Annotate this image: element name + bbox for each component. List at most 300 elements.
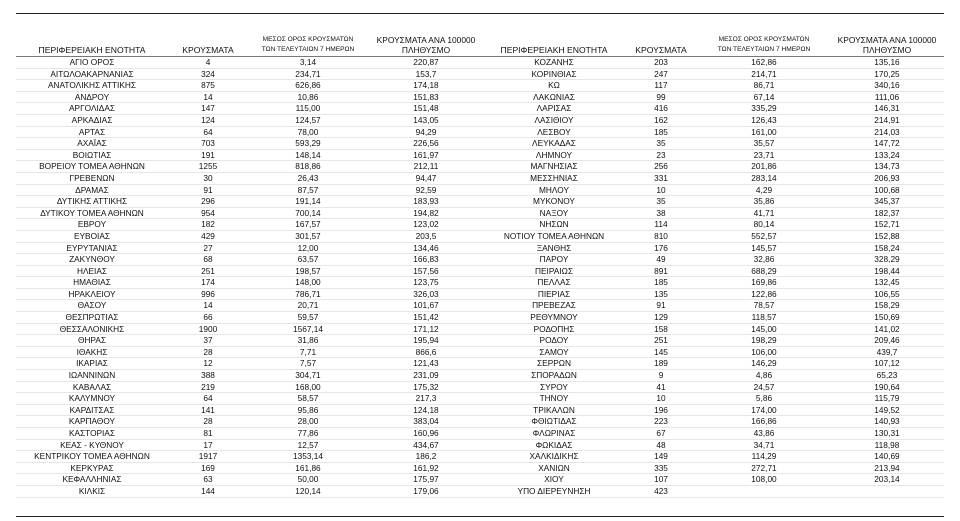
avg7-cell: 124,57 <box>295 114 321 125</box>
cases-cell: 35 <box>656 196 666 207</box>
cases-cell: 28 <box>203 346 213 357</box>
per100k-cell: 182,37 <box>874 207 900 218</box>
table-row <box>484 312 944 324</box>
cases-cell: 4 <box>205 57 211 67</box>
table-row <box>16 103 484 115</box>
table-row <box>484 266 944 278</box>
per100k-cell: 132,45 <box>874 277 900 288</box>
table-row <box>484 463 944 475</box>
avg7-cell: 31,86 <box>297 335 319 346</box>
cases-cell: 158 <box>654 323 668 334</box>
per100k-cell: 186,2 <box>415 451 437 462</box>
region-cell: ΚΕΑΣ - ΚΥΘΝΟΥ <box>60 439 124 450</box>
cases-cell: 107 <box>654 474 668 485</box>
region-cell: ΧΑΛΚΙΔΙΚΗΣ <box>529 451 579 462</box>
bottom-rule <box>16 516 944 517</box>
region-cell: ΠΙΕΡΙΑΣ <box>537 288 571 299</box>
avg7-cell: 50,00 <box>297 474 319 485</box>
region-cell: ΒΟΡΕΙΟΥ ΤΟΜΕΑ ΑΘΗΝΩΝ <box>39 161 145 172</box>
header-per100k-line2: ΠΛΗΘΥΣΜΟ <box>401 45 451 55</box>
cases-cell: 17 <box>203 439 213 450</box>
table-row <box>484 219 944 231</box>
avg7-cell: 161,00 <box>751 126 777 137</box>
cases-cell: 388 <box>201 370 215 381</box>
table-row <box>16 405 484 417</box>
table-row <box>16 254 484 266</box>
avg7-cell: 35,86 <box>753 196 775 207</box>
table-row <box>16 416 484 428</box>
region-cell: ΑΡΓΟΛΙΔΑΣ <box>69 103 115 114</box>
cases-cell: 185 <box>654 277 668 288</box>
region-cell: ΜΕΣΣΗΝΙΑΣ <box>530 172 578 183</box>
region-cell: ΕΥΡΥΤΑΝΙΑΣ <box>66 242 118 253</box>
cases-cell: 66 <box>203 312 213 323</box>
cases-cell: 810 <box>654 230 668 241</box>
cases-cell: 247 <box>654 68 668 79</box>
per100k-cell: 134,73 <box>874 161 900 172</box>
per100k-cell: 194,82 <box>413 207 439 218</box>
table-row <box>16 289 484 301</box>
avg7-cell: 114,29 <box>751 451 777 462</box>
region-cell: ΙΩΑΝΝΙΝΩΝ <box>68 370 116 381</box>
cases-cell: 14 <box>203 300 213 311</box>
cases-cell: 64 <box>203 126 213 137</box>
table-row <box>484 428 944 440</box>
per100k-cell: 213,94 <box>874 462 900 473</box>
avg7-cell: 1353,14 <box>293 451 323 462</box>
per100k-cell: 166,83 <box>413 254 439 265</box>
table-row <box>484 150 944 162</box>
per100k-cell: 217,3 <box>415 393 437 404</box>
table-row <box>16 150 484 162</box>
per100k-cell: 151,48 <box>413 103 439 114</box>
avg7-cell: 148,00 <box>295 277 321 288</box>
per100k-cell: 183,93 <box>413 196 439 207</box>
cases-cell: 124 <box>201 114 215 125</box>
avg7-cell: 198,29 <box>751 335 777 346</box>
cases-cell: 162 <box>654 114 668 125</box>
per100k-cell: 326,03 <box>413 288 439 299</box>
table-row <box>484 173 944 185</box>
avg7-cell: 67,14 <box>753 91 775 102</box>
table-row <box>484 277 944 289</box>
table-row <box>484 382 944 394</box>
region-cell: ΑΡΚΑΔΙΑΣ <box>71 114 113 125</box>
cases-cell: 49 <box>656 254 666 265</box>
cases-cell: 68 <box>203 254 213 265</box>
avg7-cell: 23,71 <box>753 149 775 160</box>
table-row <box>484 416 944 428</box>
table-row <box>16 80 484 92</box>
region-cell: ΚΙΛΚΙΣ <box>78 485 106 496</box>
table-row <box>16 451 484 463</box>
per100k-cell: 175,97 <box>413 474 439 485</box>
cases-cell: 1255 <box>198 161 218 172</box>
avg7-cell: 26,43 <box>297 172 319 183</box>
region-cell: ΣΕΡΡΩΝ <box>537 358 571 369</box>
per100k-cell: 118,98 <box>874 439 900 450</box>
region-cell: ΜΥΚΟΝΟΥ <box>533 196 575 207</box>
table-row <box>16 370 484 382</box>
region-cell: ΚΟΡΙΝΘΙΑΣ <box>531 68 577 79</box>
avg7-cell: 700,14 <box>295 207 321 218</box>
per100k-cell: 130,31 <box>874 428 900 438</box>
table-row <box>484 300 944 312</box>
table-row <box>16 219 484 231</box>
per100k-cell: 158,24 <box>874 242 900 253</box>
cases-cell: 149 <box>654 451 668 462</box>
region-cell: ΘΕΣΣΑΛΟΝΙΚΗΣ <box>59 323 125 334</box>
avg7-cell: 58,57 <box>297 393 319 404</box>
cases-cell: 875 <box>201 80 215 91</box>
region-cell: ΕΒΡΟΥ <box>77 219 107 230</box>
header-per100k-line2: ΠΛΗΘΥΣΜΟ <box>862 45 912 55</box>
per100k-cell: 340,16 <box>874 80 900 91</box>
table-row <box>16 243 484 255</box>
avg7-cell: 63,57 <box>297 254 319 265</box>
region-cell: ΑΙΤΩΛΟΑΚΑΡΝΑΝΙΑΣ <box>50 68 134 79</box>
avg7-cell: 106,00 <box>751 346 777 357</box>
region-cell: ΔΡΑΜΑΣ <box>75 184 109 195</box>
cases-cell: 144 <box>201 485 215 496</box>
per100k-cell: 198,44 <box>874 265 900 276</box>
avg7-cell: 688,29 <box>751 265 777 276</box>
region-cell: ΚΑΛΥΜΝΟΥ <box>68 393 116 404</box>
region-cell: ΠΕΙΡΑΙΩΣ <box>535 265 573 276</box>
region-cell: ΕΥΒΟΙΑΣ <box>73 230 111 241</box>
per100k-cell: 92,59 <box>415 184 437 195</box>
region-cell: ΣΑΜΟΥ <box>539 346 569 357</box>
cases-cell: 41 <box>656 381 666 392</box>
region-cell: ΧΙΟΥ <box>544 474 564 485</box>
table-row <box>16 324 484 336</box>
per100k-cell: 158,29 <box>874 300 900 311</box>
per100k-cell: 206,93 <box>874 172 900 183</box>
right-table-header <box>484 20 944 57</box>
region-cell: ΑΓΙΟ ΟΡΟΣ <box>69 57 115 67</box>
per100k-cell: 152,71 <box>874 219 900 230</box>
avg7-cell: 120,14 <box>295 485 321 496</box>
avg7-cell: 148,14 <box>295 149 321 160</box>
table-row <box>16 428 484 440</box>
per100k-cell: 133,24 <box>874 149 900 160</box>
cases-cell: 10 <box>656 393 666 404</box>
table-row <box>16 196 484 208</box>
cases-cell: 135 <box>654 288 668 299</box>
per100k-cell: 345,37 <box>874 196 900 207</box>
right-table-body <box>484 57 944 498</box>
cases-cell: 174 <box>201 277 215 288</box>
per100k-cell: 149,52 <box>874 404 900 415</box>
table-row <box>484 486 944 498</box>
table-row <box>16 127 484 139</box>
header-avg7-line2: ΤΩΝ ΤΕΛΕΥΤΑΙΩΝ 7 ΗΜΕΡΩΝ <box>261 46 355 53</box>
per100k-cell: 94,29 <box>415 126 437 137</box>
cases-cell: 141 <box>201 404 215 415</box>
cases-cell: 429 <box>201 230 215 241</box>
region-cell: ΝΑΞΟΥ <box>539 207 569 218</box>
avg7-cell: 146,29 <box>751 358 777 369</box>
region-cell: ΛΑΚΩΝΙΑΣ <box>533 91 575 102</box>
region-cell: ΛΕΣΒΟΥ <box>537 126 571 137</box>
cases-cell: 9 <box>658 370 664 381</box>
per100k-cell: 134,46 <box>413 242 439 253</box>
avg7-cell: 78,57 <box>753 300 775 311</box>
region-cell: ΖΑΚΥΝΘΟΥ <box>69 254 115 265</box>
table-row <box>484 161 944 173</box>
per100k-cell: 220,87 <box>413 57 439 67</box>
avg7-cell: 34,71 <box>753 439 775 450</box>
table-row <box>16 393 484 405</box>
table-row <box>16 312 484 324</box>
region-cell: ΑΧΑΪΑΣ <box>77 138 107 149</box>
per100k-cell: 209,46 <box>874 335 900 346</box>
region-cell: ΦΩΚΙΔΑΣ <box>535 439 573 450</box>
table-row <box>484 440 944 452</box>
cases-cell: 67 <box>656 428 666 438</box>
per100k-cell: 100,68 <box>874 184 900 195</box>
region-cell: ΗΜΑΘΙΑΣ <box>73 277 111 288</box>
region-cell: ΡΟΔΟΥ <box>539 335 569 346</box>
region-cell: ΡΟΔΟΠΗΣ <box>533 323 575 334</box>
avg7-cell: 301,57 <box>295 230 321 241</box>
region-cell: ΚΩ <box>548 80 560 91</box>
per100k-cell: 106,55 <box>874 288 900 299</box>
avg7-cell: 169,86 <box>751 277 777 288</box>
cases-cell: 91 <box>203 184 213 195</box>
avg7-cell: 786,71 <box>295 288 321 299</box>
table-row <box>16 173 484 185</box>
avg7-cell: 168,00 <box>295 381 321 392</box>
avg7-cell: 166,86 <box>751 416 777 427</box>
cases-cell: 28 <box>203 416 213 427</box>
table-row <box>484 289 944 301</box>
table-row <box>16 486 484 498</box>
cases-cell: 331 <box>654 172 668 183</box>
avg7-cell: 214,71 <box>751 68 777 79</box>
region-cell: ΛΕΥΚΑΔΑΣ <box>532 138 576 149</box>
per100k-cell: 190,64 <box>874 381 900 392</box>
per100k-cell: 152,88 <box>874 230 900 241</box>
region-cell: ΜΑΓΝΗΣΙΑΣ <box>530 161 578 172</box>
cases-cell: 219 <box>201 381 215 392</box>
avg7-cell: 122,86 <box>751 288 777 299</box>
cases-cell: 423 <box>654 485 668 496</box>
table-row <box>484 103 944 115</box>
per100k-cell: 439,7 <box>876 346 898 357</box>
region-cell: ΝΗΣΩΝ <box>539 219 569 230</box>
per100k-cell: 124,18 <box>413 404 439 415</box>
cases-cell: 296 <box>201 196 215 207</box>
per100k-cell: 175,32 <box>413 381 439 392</box>
table-row <box>484 80 944 92</box>
cases-cell: 63 <box>203 474 213 485</box>
region-cell: ΠΑΡΟΥ <box>539 254 569 265</box>
avg7-cell: 198,57 <box>295 265 321 276</box>
per100k-cell: 214,91 <box>874 114 900 125</box>
right-table <box>484 20 944 498</box>
header-per100k <box>830 35 944 55</box>
table-row <box>16 266 484 278</box>
table-row <box>16 440 484 452</box>
cases-cell: 196 <box>654 404 668 415</box>
left-table-body <box>16 57 484 498</box>
table-row <box>16 382 484 394</box>
region-cell: ΙΚΑΡΙΑΣ <box>76 358 108 369</box>
avg7-cell: 20,71 <box>297 300 319 311</box>
cases-cell: 203 <box>654 57 668 67</box>
avg7-cell: 41,71 <box>753 207 775 218</box>
avg7-cell: 5,86 <box>755 393 773 404</box>
header-avg7-line2: ΤΩΝ ΤΕΛΕΥΤΑΙΩΝ 7 ΗΜΕΡΩΝ <box>717 46 811 53</box>
cases-cell: 129 <box>654 312 668 323</box>
region-cell: ΛΑΡΙΣΑΣ <box>536 103 572 114</box>
per100k-cell: 328,29 <box>874 254 900 265</box>
per100k-cell: 179,06 <box>413 485 439 496</box>
region-cell: ΥΠΟ ΔΙΕΡΕΥΝΗΣΗ <box>517 485 591 496</box>
table-row <box>484 405 944 417</box>
table-row <box>484 138 944 150</box>
header-region: ΠΕΡΙΦΕΡΕΙΑΚΗ ΕΝΟΤΗΤΑ <box>500 45 608 55</box>
avg7-cell: 818,86 <box>295 161 321 172</box>
table-row <box>484 358 944 370</box>
region-cell: ΤΗΝΟΥ <box>539 393 569 404</box>
region-cell: ΤΡΙΚΑΛΩΝ <box>533 404 575 415</box>
avg7-cell: 35,57 <box>753 138 775 149</box>
cases-cell: 191 <box>201 149 215 160</box>
cases-cell: 37 <box>203 335 213 346</box>
region-cell: ΡΕΘΥΜΝΟΥ <box>530 312 578 323</box>
avg7-cell: 10,86 <box>297 91 319 102</box>
region-cell: ΣΥΡΟΥ <box>540 381 568 392</box>
cases-cell: 954 <box>201 207 215 218</box>
avg7-cell: 43,86 <box>753 428 775 438</box>
cases-cell: 256 <box>654 161 668 172</box>
cases-cell: 35 <box>656 138 666 149</box>
cases-cell: 38 <box>656 207 666 218</box>
region-cell: ΑΝΔΡΟΥ <box>74 91 110 102</box>
table-row <box>484 231 944 243</box>
cases-cell: 189 <box>654 358 668 369</box>
table-row <box>16 474 484 486</box>
avg7-cell: 174,00 <box>751 404 777 415</box>
cases-cell: 251 <box>654 335 668 346</box>
table-row <box>16 69 484 81</box>
region-cell: ΚΕΝΤΡΙΚΟΥ ΤΟΜΕΑ ΑΘΗΝΩΝ <box>34 451 150 462</box>
per100k-cell: 135,16 <box>874 57 900 67</box>
per100k-cell: 150,69 <box>874 312 900 323</box>
region-cell: ΠΡΕΒΕΖΑΣ <box>532 300 576 311</box>
per100k-cell: 141,02 <box>874 323 900 334</box>
avg7-cell: 118,57 <box>751 312 777 323</box>
per100k-cell: 157,56 <box>413 265 439 276</box>
avg7-cell: 1567,14 <box>293 323 323 334</box>
avg7-cell: 95,86 <box>297 404 319 415</box>
avg7-cell: 304,71 <box>295 370 321 381</box>
per100k-cell: 226,56 <box>413 138 439 149</box>
cases-cell: 1917 <box>198 451 218 462</box>
region-cell: ΒΟΙΩΤΙΑΣ <box>72 149 112 160</box>
cases-cell: 335 <box>654 462 668 473</box>
table-row <box>484 335 944 347</box>
per100k-cell: 143,05 <box>413 114 439 125</box>
avg7-cell: 77,86 <box>297 428 319 438</box>
table-row <box>484 185 944 197</box>
region-cell: ΞΑΝΘΗΣ <box>536 242 572 253</box>
cases-cell: 91 <box>656 300 666 311</box>
per100k-cell: 123,02 <box>413 219 439 230</box>
per100k-cell: 65,23 <box>876 370 898 381</box>
avg7-cell: 145,57 <box>751 242 777 253</box>
per100k-cell: 146,31 <box>874 103 900 114</box>
region-cell: ΑΝΑΤΟΛΙΚΗΣ ΑΤΤΙΚΗΣ <box>47 80 137 91</box>
table-row <box>16 185 484 197</box>
cases-cell: 48 <box>656 439 666 450</box>
per100k-cell: 121,43 <box>413 358 439 369</box>
avg7-cell: 191,14 <box>295 196 321 207</box>
per100k-cell: 151,83 <box>413 91 439 102</box>
region-cell: ΚΑΡΠΑΘΟΥ <box>68 416 116 427</box>
table-row <box>484 393 944 405</box>
per100k-cell: 174,18 <box>413 80 439 91</box>
region-cell: ΛΗΜΝΟΥ <box>535 149 573 160</box>
per100k-cell: 212,11 <box>413 161 439 172</box>
table-row <box>16 161 484 173</box>
cases-cell: 114 <box>654 219 668 230</box>
avg7-cell: 335,29 <box>751 103 777 114</box>
table-row <box>16 335 484 347</box>
cases-cell: 117 <box>654 80 668 91</box>
per100k-cell: 111,06 <box>874 91 900 102</box>
per100k-cell: 140,69 <box>874 451 900 462</box>
cases-cell: 145 <box>654 346 668 357</box>
header-avg7 <box>248 35 368 55</box>
header-avg7 <box>698 35 830 55</box>
avg7-cell: 234,71 <box>295 68 321 79</box>
avg7-cell: 593,29 <box>295 138 321 149</box>
table-row <box>16 115 484 127</box>
cases-cell: 996 <box>201 288 215 299</box>
avg7-cell: 86,71 <box>753 80 775 91</box>
cases-cell: 81 <box>203 428 213 438</box>
per100k-cell: 160,96 <box>413 428 439 438</box>
region-cell: ΧΑΝΙΩΝ <box>538 462 570 473</box>
avg7-cell: 552,57 <box>751 230 777 241</box>
avg7-cell: 7,57 <box>299 358 317 369</box>
per100k-cell: 214,03 <box>874 126 900 137</box>
table-row <box>16 300 484 312</box>
table-row <box>484 92 944 104</box>
cases-cell: 251 <box>201 265 215 276</box>
avg7-cell: 12,57 <box>297 439 319 450</box>
table-row <box>484 208 944 220</box>
cases-cell: 1900 <box>198 323 218 334</box>
table-row <box>484 254 944 266</box>
region-cell: ΜΗΛΟΥ <box>539 184 569 195</box>
per100k-cell: 153,7 <box>415 68 437 79</box>
avg7-cell: 24,57 <box>753 381 775 392</box>
cases-cell: 99 <box>656 91 666 102</box>
avg7-cell: 3,14 <box>299 57 317 67</box>
cases-cell: 30 <box>203 172 213 183</box>
avg7-cell: 87,57 <box>297 184 319 195</box>
per100k-cell: 171,12 <box>413 323 439 334</box>
region-cell: ΘΗΡΑΣ <box>77 335 107 346</box>
table-row <box>16 208 484 220</box>
region-cell: ΚΑΒΑΛΑΣ <box>72 381 112 392</box>
cases-cell: 12 <box>203 358 213 369</box>
avg7-cell: 7,71 <box>299 346 317 357</box>
